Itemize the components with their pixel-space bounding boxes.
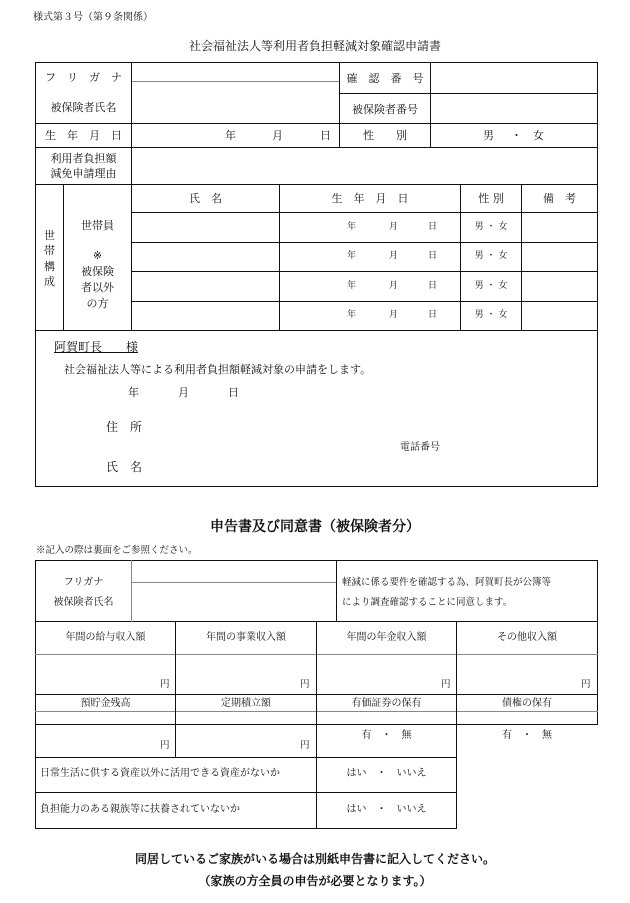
insured-name-field[interactable] <box>132 82 339 123</box>
member-label: 世帯員 <box>81 219 114 232</box>
row-year: 年 <box>347 222 357 232</box>
row-day: 日 <box>428 281 438 291</box>
form-title: 社会福祉法人等利用者負担軽減対象確認申請書 <box>188 39 441 53</box>
row-sex[interactable]: 男 ・ 女 <box>474 310 508 320</box>
sex-separator: ・ <box>511 129 522 142</box>
row-sex[interactable]: 男 ・ 女 <box>474 281 508 291</box>
applicant-name-label: 氏 名 <box>106 460 143 474</box>
form-number: 様式第３号（第９条関係） <box>33 12 153 23</box>
male-option[interactable]: 男 <box>483 129 494 142</box>
row-year: 年 <box>347 251 357 261</box>
row-month: 月 <box>389 281 399 291</box>
member-name-field[interactable] <box>132 243 279 271</box>
salary-income-header: 年間の給与収入額 <box>65 632 146 643</box>
row-sex[interactable]: 男 ・ 女 <box>474 251 508 261</box>
row-day: 日 <box>428 251 438 261</box>
row-sex[interactable]: 男 ・ 女 <box>474 222 508 232</box>
phone-label: 電話番号 <box>400 442 440 453</box>
row-month: 月 <box>389 251 399 261</box>
yen-unit: 円 <box>300 740 310 751</box>
furigana-field[interactable] <box>132 63 339 81</box>
reason-label-line2: 減免申請理由 <box>50 167 117 180</box>
reason-field[interactable] <box>132 148 597 184</box>
insured-name-label-2: 被保険者氏名 <box>53 597 114 608</box>
row-day: 日 <box>428 222 438 232</box>
col-remarks-header: 備 考 <box>543 192 576 205</box>
fixed-deposit-header: 定期積立額 <box>221 698 271 709</box>
other-income-header: その他収入額 <box>497 632 557 643</box>
footer-line2: （家族の方全員の申告が必要となります。） <box>198 874 432 888</box>
bonds-have-none[interactable]: 有 ・ 無 <box>502 730 552 741</box>
question-assets: 日常生活に供する資産以外に活用できる資産がないか <box>40 768 280 779</box>
insured-number-field[interactable] <box>431 94 597 123</box>
date-day: 日 <box>228 386 239 399</box>
address-label: 住 所 <box>106 420 143 434</box>
consent-line2: により調査確認することに同意します。 <box>342 597 513 608</box>
note-line3: の方 <box>86 297 109 310</box>
applicant-name-field[interactable] <box>160 456 590 478</box>
pension-income-header: 年間の年金収入額 <box>346 632 427 643</box>
business-income-field[interactable] <box>176 655 316 694</box>
furigana-label-2: フリガナ <box>63 577 104 588</box>
date-year: 年 <box>128 386 139 399</box>
addressee: 阿賀町長 様 <box>54 340 139 354</box>
col-birth-header: 生 年 月 日 <box>331 192 409 205</box>
securities-header: 有価証券の保有 <box>351 698 422 709</box>
securities-have-none[interactable]: 有 ・ 無 <box>361 730 412 741</box>
yen-unit: 円 <box>441 679 451 690</box>
row-day: 日 <box>428 310 438 320</box>
sex-label: 性 別 <box>363 129 407 142</box>
declaration-title: 申告書及び同意書（被保険者分） <box>210 519 420 535</box>
question-dependent: 負担能力のある親族等に扶養されていないか <box>40 804 240 815</box>
confirm-number-field[interactable] <box>431 63 597 93</box>
declaration-note: ※記入の際は裏面をご参照ください。 <box>36 545 198 556</box>
note-mark: ※ <box>92 249 103 262</box>
birthdate-label: 生 年 月 日 <box>45 129 122 142</box>
insured-name-label: 被保険者氏名 <box>50 101 117 114</box>
member-name-field[interactable] <box>132 272 279 301</box>
date-month: 月 <box>178 386 189 399</box>
row-month: 月 <box>389 222 399 232</box>
note-line1: 被保険 <box>81 265 114 278</box>
member-name-field[interactable] <box>132 213 279 242</box>
fixed-deposit-field[interactable] <box>176 712 316 757</box>
consent-line1: 軽減に係る要件を確認する為、阿賀町長が公簿等 <box>342 577 552 588</box>
yen-unit: 円 <box>581 679 591 690</box>
yen-unit: 円 <box>160 740 170 751</box>
pension-income-field[interactable] <box>317 655 456 694</box>
request-statement: 社会福祉法人等による利用者負担額軽減対象の申請をします。 <box>64 363 372 376</box>
confirm-number-label: 確 認 番 号 <box>346 72 424 85</box>
answer-dependent[interactable]: はい ・ いいえ <box>346 804 427 815</box>
row-year: 年 <box>347 281 357 291</box>
household-vertical-label: 世 帯 構 成 <box>44 229 55 289</box>
col-sex-header: 性 別 <box>478 192 504 205</box>
birth-year-label: 年 <box>225 129 236 142</box>
answer-assets[interactable]: はい ・ いいえ <box>346 768 427 779</box>
reason-label-line1: 利用者負担額 <box>50 152 117 165</box>
insured-number-label: 被保険者番号 <box>352 103 418 116</box>
savings-field[interactable] <box>36 712 175 757</box>
other-income-field[interactable] <box>457 655 597 694</box>
yen-unit: 円 <box>160 679 170 690</box>
savings-header: 預貯金残高 <box>80 698 131 709</box>
col-name-header: 氏 名 <box>189 192 222 205</box>
salary-income-field[interactable] <box>36 655 175 694</box>
furigana-label: フ リ ガ ナ <box>45 71 122 84</box>
birth-day-label: 日 <box>320 129 331 142</box>
row-year: 年 <box>347 310 357 320</box>
address-field[interactable] <box>160 415 590 437</box>
row-month: 月 <box>389 310 399 320</box>
birth-month-label: 月 <box>272 129 283 142</box>
furigana-field-2[interactable] <box>132 561 336 582</box>
business-income-header: 年間の事業収入額 <box>206 632 286 643</box>
female-option[interactable]: 女 <box>533 129 544 142</box>
footer-line1: 同居しているご家族がいる場合は別紙申告書に記入してください。 <box>134 852 495 866</box>
yen-unit: 円 <box>300 679 310 690</box>
note-line2: 者以外 <box>81 281 114 294</box>
insured-name-field-2[interactable] <box>132 583 336 621</box>
member-name-field[interactable] <box>132 302 279 330</box>
bonds-header: 債権の保有 <box>502 698 552 709</box>
